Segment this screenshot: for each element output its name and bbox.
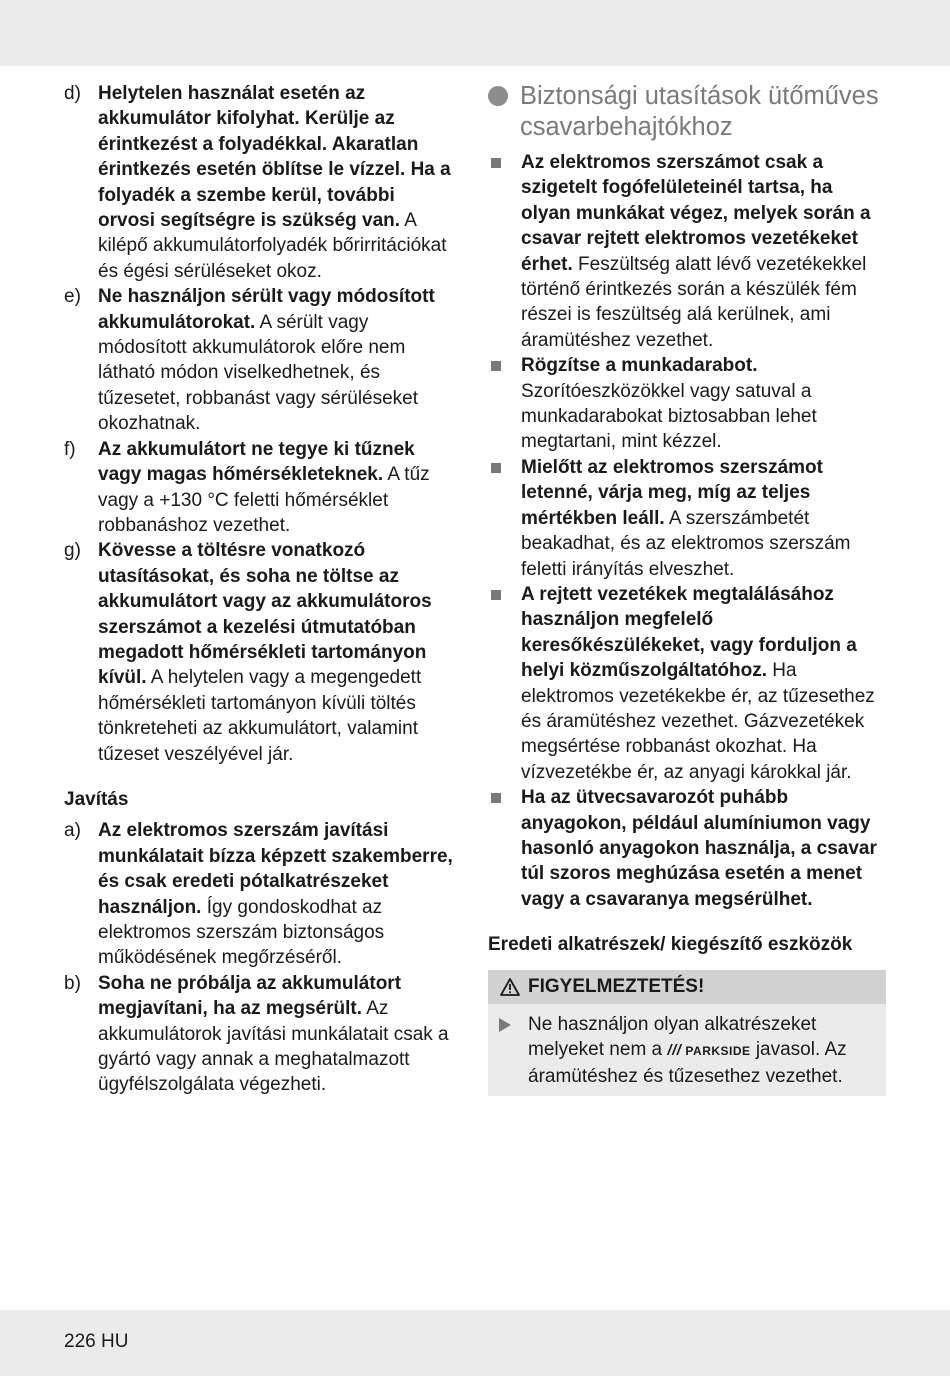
list-item-e xyxy=(64,284,456,436)
bullet-item xyxy=(488,353,886,455)
header-band xyxy=(0,0,950,66)
warning-text: Ne használjon olyan alkatrészeket melyeket nem a xyxy=(528,1013,817,1060)
item-bold-text: A rejtett vezetékek megtalálásához használjon megfelelő keresőkészülékeket, vagy forduljon a helyi közműszolgáltatóhoz. xyxy=(521,583,857,682)
item-bold-text: Kövesse a töltésre vonatkozó utasításokat, és soha ne töltse az akkumulátort vagy az akkumulátoros szerszámot a kezelési útmutatóban megadott hőmérsékleti tartományon kívül. xyxy=(98,540,432,689)
item-text: Szorítóeszközökkel vagy satuval a munkadarabokat biztosabban lehet megtartani, mint kézzel. xyxy=(521,380,817,453)
parkside-logo xyxy=(667,1038,750,1064)
square-bullet-icon xyxy=(488,785,521,912)
item-bold-text: Helytelen használat esetén az akkumulátor kifolyhat. Kerülje az érintkezést a folyadékkal. Akaratlan érintkezés esetén öblítse le vízzel. Ha a folyadék a szembe kerül, további orvosi segítségre is szükség van. xyxy=(98,83,451,232)
page-number: 226 HU xyxy=(64,1331,129,1352)
right-column xyxy=(488,81,886,1096)
warning-body xyxy=(488,1004,886,1096)
item-label: e) xyxy=(64,286,81,308)
footer-band xyxy=(0,1310,950,1376)
square-bullet-icon xyxy=(488,150,521,353)
item-text: A tűz vagy a +130 °C feletti hőmérséklet robbanáshoz vezethet. xyxy=(98,464,430,536)
list-item-d xyxy=(64,81,456,284)
left-column xyxy=(64,81,456,1098)
bullet-item xyxy=(488,785,886,912)
section-title xyxy=(488,81,886,143)
warning-text-after: javasol. Az áramütéshez és tűzesethez vezethet. xyxy=(528,1039,847,1088)
item-bold-text: Mielőtt az elektromos szerszámot letenné, várja meg, míg az teljes mértékben leáll. xyxy=(521,456,823,529)
item-text: A kilépő akkumulátorfolyadék bőrirritációkat és égési sérüléseket okoz. xyxy=(98,210,447,282)
square-bullet-icon xyxy=(488,353,521,455)
square-bullet-icon xyxy=(488,582,521,785)
item-text: Feszültség alatt lévő vezetékekkel történő érintkezés során a készülék fém részei is feszültség alá kerülnek, ami áramütéshez vezethet. xyxy=(521,253,867,351)
warning-icon xyxy=(500,978,520,996)
item-bold-text: Az elektromos szerszám javítási munkálatait bízza képzett szakemberre, és csak eredeti pótalkatrészeket használjon. xyxy=(98,820,453,918)
bullet-item xyxy=(488,582,886,785)
item-text: A helytelen vagy a megengedett hőmérsékleti tartományon kívüli töltés tönkreteheti az akkumulátort, valamint tűzeset veszélyével jár. xyxy=(98,667,422,765)
item-text: A szerszámbetét beakadhat, és az elektromos szerszám feletti irányítás elveszhet. xyxy=(521,507,851,580)
bullet-dot-icon xyxy=(488,86,508,106)
brand-stripes: /// xyxy=(667,1042,682,1059)
item-bold-text: Ha az ütvecsavarozót puhább anyagokon, például alumíniumon vagy hasonló anyagokon használja, a csavar túl szoros meghúzása esetén a menet vagy a csavaranya megsérülhet. xyxy=(521,787,877,910)
warning-title: FIGYELMEZTETÉS! xyxy=(528,975,705,997)
item-label: a) xyxy=(64,820,81,842)
item-label: d) xyxy=(64,83,81,104)
repair-item-b xyxy=(64,971,456,1098)
item-text: Ha elektromos vezetékekbe ér, az tűzesethez és áramütéshez vezethet. Gázvezetékek megsértése robbanást okozhat. Ha vízvezetékbe ér, az anyagi károkkal jár. xyxy=(521,660,875,783)
item-bold-text: Az elektromos szerszámot csak a szigetelt fogófelületeinél tartsa, ha olyan munkákat végez, melyek során a csavar rejtett elektromos vezetékeket érhet. xyxy=(521,152,871,275)
item-text: A sérült vagy módosított akkumulátorok előre nem látható módon viselkedhetnek, és tűzesetet, robbanást vagy sérüléseket okozhatnak. xyxy=(98,311,419,435)
item-text: Az akkumulátorok javítási munkálatait csak a gyártó vagy annak a meghatalmazott ügyfélszolgálata végezheti. xyxy=(98,998,449,1096)
arrow-right-icon xyxy=(498,1012,528,1090)
section-title-text: Biztonsági utasítások ütőműves csavarbehajtókhoz xyxy=(520,82,879,141)
item-bold-text: Soha ne próbálja az akkumulátort megjavítani, ha az megsérült. xyxy=(98,972,402,1020)
item-bold-text: Rögzítse a munkadarabot. xyxy=(521,355,758,377)
item-text: Így gondoskodhat az elektromos szerszám biztonságos működésének megőrzéséről. xyxy=(98,896,385,969)
item-bold-text: Az akkumulátort ne tegye ki tűznek vagy magas hőmérsékleteknek. xyxy=(98,438,415,486)
list-item-g xyxy=(64,538,456,767)
list-item-f xyxy=(64,437,456,539)
bullet-item xyxy=(488,455,886,582)
bullet-item xyxy=(488,150,886,353)
original-parts-heading: Eredeti alkatrészek/ kiegészítő eszközök xyxy=(488,934,853,956)
item-bold-text: Ne használjon sérült vagy módosított akkumulátorokat. xyxy=(98,286,435,333)
square-bullet-icon xyxy=(488,455,521,582)
item-label: f) xyxy=(64,438,76,460)
repair-heading: Javítás xyxy=(64,788,129,810)
item-label: b) xyxy=(64,972,81,994)
brand-name: PARKSIDE xyxy=(685,1044,751,1058)
repair-item-a xyxy=(64,818,456,970)
warning-box xyxy=(488,970,886,1096)
warning-header xyxy=(488,970,886,1004)
item-label: g) xyxy=(64,540,81,562)
